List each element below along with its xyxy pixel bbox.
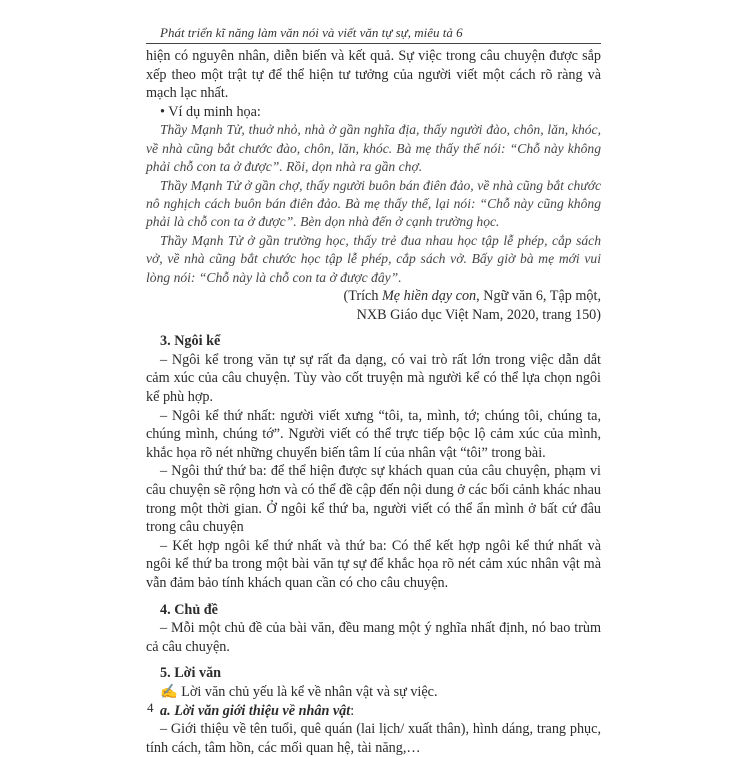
citation-title: Mẹ hiền dạy con <box>381 288 477 305</box>
section-4-heading: 4. Chủ đề <box>160 601 218 618</box>
section-5-heading: 5. Lời văn <box>160 665 222 682</box>
section-5-paragraph-1: ✍ Lời văn chủ yếu là kể về nhân vật và sự việc. <box>160 683 438 700</box>
citation-line-2: NXB Giáo dục Việt Nam, 2020, trang 150) <box>356 306 601 323</box>
citation-prefix: (Trích <box>343 288 382 305</box>
header-title: Phát triển kĩ năng làm văn nói và viết văn tự sự, miêu tả 6 <box>160 25 463 40</box>
running-header <box>146 22 601 46</box>
header-rule <box>146 43 601 44</box>
example-paragraph-1: Thầy Mạnh Tử, thuở nhỏ, nhà ở gần nghĩa địa, thấy người đào, chôn, lăn, khóc, về nhà cũng bắt chước đào, chôn, lăn, khóc. Bà mẹ thấy thế nói: “Chỗ này không phải chỗ con ta ở được”. Rồi, dọn nhà ra gần chợ. <box>146 122 601 175</box>
example-paragraph-3: Thầy Mạnh Tử ở gần trường học, thấy trẻ đua nhau học tập lễ phép, cắp sách vở, về nhà cũng bắt chước học tập lễ phép, cắp sách vở. Bấy giờ bà mẹ mới vui lòng nói: “Chỗ này là chỗ con ta ở được đây”. <box>146 232 601 285</box>
page-body <box>146 47 601 757</box>
section-3-paragraph-3: – Ngôi thứ thứ ba: để thể hiện được sự khách quan của câu chuyện, phạm vi câu chuyện sẽ rộng hơn và có thể đề cập đến nội dung ở các bối cảnh khác nhau trong một thời gian. Ở ngôi kể thứ ba, người viết có thể ẩn mình ở bất cứ đâu trong câu chuyện <box>146 463 601 536</box>
section-3-heading: 3. Ngôi kể <box>160 333 221 350</box>
section-5a-title: a. Lời văn giới thiệu về nhân vật <box>160 702 351 719</box>
citation-rest: , Ngữ văn 6, Tập một, <box>476 288 601 305</box>
section-3-paragraph-1: – Ngôi kể trong văn tự sự rất đa dạng, có vai trò rất lớn trong việc dẫn dắt cảm xúc của câu chuyện. Tùy vào cốt truyện mà người kể có thể lựa chọn ngôi kể phù hợp. <box>146 351 601 405</box>
example-heading: • Ví dụ minh họa: <box>160 103 261 120</box>
section-3-paragraph-2: – Ngôi kể thứ nhất: người viết xưng “tôi, ta, mình, tớ; chúng tôi, chúng ta, chúng mình, chúng tớ”. Người viết có thể trực tiếp bộc lộ cảm xúc của mình, khắc họa rõ nét những chuyển biến tâm lí của nhân vật “tôi” trong bài. <box>146 407 601 461</box>
citation-line-1 <box>146 287 601 306</box>
section-4-paragraph-1: – Mỗi một chủ đề của bài văn, đều mang một ý nghĩa nhất định, nó bao trùm cả câu chuyện. <box>146 620 601 655</box>
section-5-paragraph-2: – Giới thiệu về tên tuổi, quê quán (lai lịch/ xuất thân), hình dáng, trang phục, tính cách, tâm hồn, các mối quan hệ, tài năng,… <box>146 721 601 756</box>
intro-paragraph: hiện có nguyên nhân, diễn biến và kết quả. Sự việc trong câu chuyện được sắp xếp theo một trật tự để thể hiện tư tưởng của người viết một cách rõ ràng và mạch lạc nhất. <box>146 48 601 102</box>
section-5a-colon: : <box>350 702 355 719</box>
section-3-paragraph-4: – Kết hợp ngôi kể thứ nhất và thứ ba: Có thể kết hợp ngôi kể thứ nhất và ngôi kể thứ ba trong một bài văn tự sự để khắc họa rõ nét cảm xúc nhân vật mà vẫn đảm bảo tính khách quan cần có cho câu chuyện. <box>146 537 601 591</box>
example-paragraph-2: Thầy Mạnh Tử ở gần chợ, thấy người buôn bán điên đảo, về nhà cũng bắt chước nô nghịch cách buôn bán điên đảo. Bà mẹ thấy thế, lại nói: “Chỗ này cũng không phải là chỗ con ta ở được”. Bèn dọn nhà đến ở cạnh trường học. <box>146 177 601 230</box>
page-number: 4 <box>147 700 154 715</box>
section-5a-heading <box>146 702 601 721</box>
